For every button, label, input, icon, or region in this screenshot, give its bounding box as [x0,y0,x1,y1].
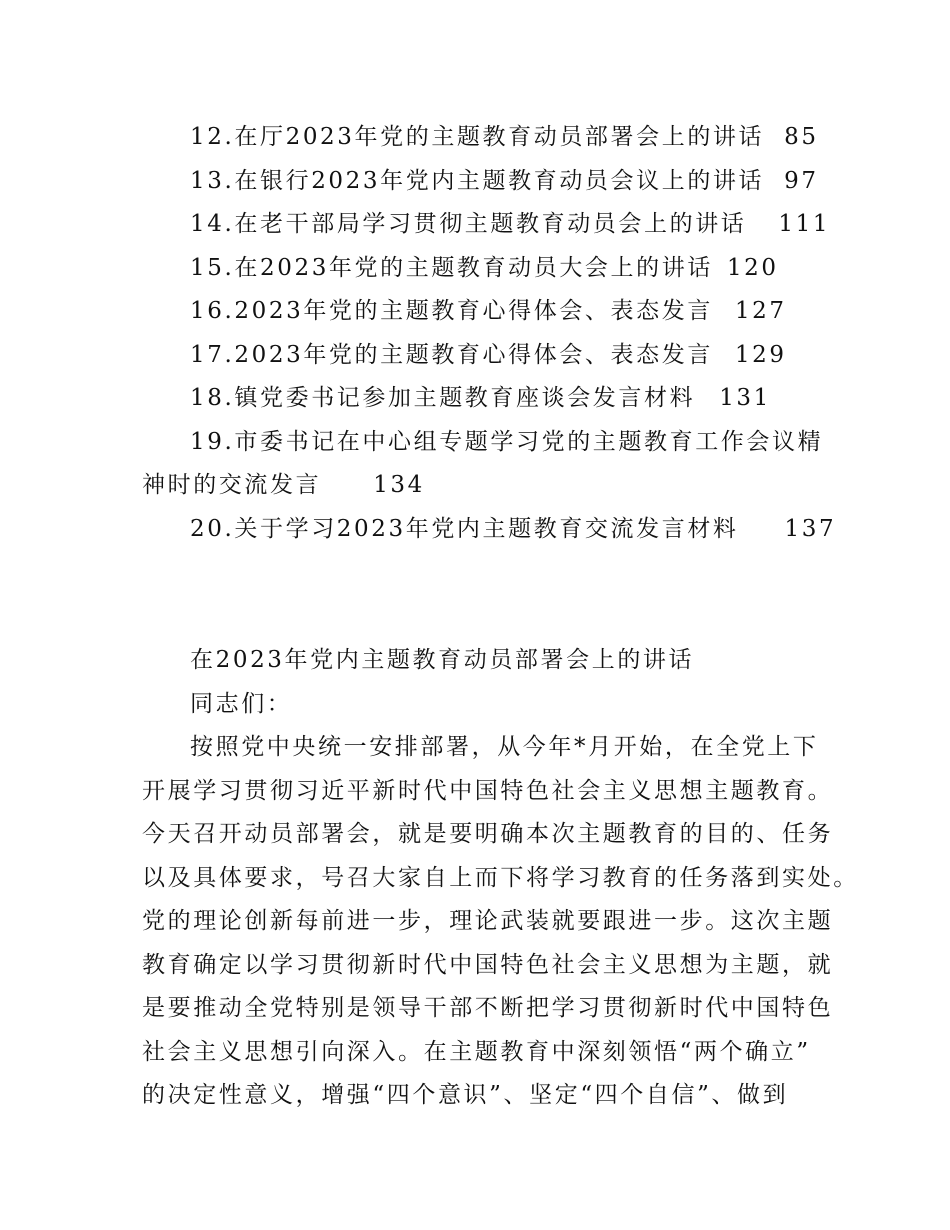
body-line: 按照党中央统一安排部署，从今年*月开始，在全党上下 [190,734,819,760]
toc-entry-number: 19. [190,429,235,455]
toc-entry-12[interactable] [0,122,950,152]
article-salutation: 同志们： [190,691,293,717]
toc-entry-number: 16. [190,298,235,324]
body-line: 的决定性意义，增强“四个意识”、坚定“四个自信”、做到 [142,1082,789,1108]
toc-entry-page: 85 [784,124,819,150]
toc-entry-number: 13. [190,168,235,194]
toc-entry-17[interactable] [0,340,950,370]
toc-entry-page: 127 [734,298,787,324]
toc-entry-number: 15. [190,255,235,281]
toc-entry-page: 134 [373,472,425,498]
toc-entry-16[interactable] [0,296,950,326]
toc-entry-page: 129 [734,342,787,368]
toc-entry-title: 在厅2023年党的主题教育动员部署会上的讲话 [234,124,765,150]
toc-entry-page: 97 [784,168,819,194]
body-line: 社会主义思想引向深入。在主题教育中深刻领悟“两个确立” [142,1039,811,1065]
body-line: 是要推动全党特别是领导干部不断把学习贯彻新时代中国特色 [142,995,834,1021]
toc-entry-19-continued[interactable] [0,470,950,500]
toc-entry-number: 12. [190,124,235,150]
toc-entry-number: 20. [190,516,235,542]
toc-entry-number: 14. [190,211,235,237]
article-title: 在2023年党内主题教育动员部署会上的讲话 [190,647,695,673]
toc-entry-title: 关于学习2023年党内主题教育交流发言材料 [234,516,739,542]
toc-entry-title: 在银行2023年党内主题教育动员会议上的讲话 [234,168,765,194]
toc-entry-title: 2023年党的主题教育心得体会、表态发言 [234,342,713,368]
body-line: 开展学习贯彻习近平新时代中国特色社会主义思想主题教育。 [142,778,834,804]
toc-entry-page: 120 [726,255,779,281]
toc-entry-title: 镇党委书记参加主题教育座谈会发言材料 [234,385,696,411]
body-line: 党的理论创新每前进一步，理论武装就要跟进一步。这次主题 [142,908,834,934]
toc-entry-page: 137 [784,516,837,542]
toc-entry-title: 2023年党的主题教育心得体会、表态发言 [234,298,713,324]
toc-entry-page: 131 [719,385,771,411]
toc-entry-title-continued: 神时的交流发言 [142,472,322,498]
body-line: 今天召开动员部署会，就是要明确本次主题教育的目的、任务 [142,821,834,847]
toc-entry-title: 市委书记在中心组专题学习党的主题教育工作会议精 [234,429,824,455]
body-line: 教育确定以学习贯彻新时代中国特色社会主义思想为主题，就 [142,952,834,978]
toc-entry-20[interactable] [0,514,950,544]
toc-entry-page: 111 [778,211,831,237]
toc-entry-title: 在老干部局学习贯彻主题教育动员会上的讲话 [234,211,747,237]
toc-entry-number: 17. [190,342,235,368]
toc-entry-number: 18. [190,385,235,411]
toc-entry-14[interactable] [0,209,950,239]
toc-entry-19[interactable] [0,427,950,457]
toc-entry-title: 在2023年党的主题教育动员大会上的讲话 [234,255,713,281]
toc-entry-18[interactable] [0,383,950,413]
body-line: 以及具体要求，号召大家自上而下将学习教育的任务落到实处。 [142,865,859,891]
toc-entry-13[interactable] [0,166,950,196]
toc-entry-15[interactable] [0,253,950,283]
